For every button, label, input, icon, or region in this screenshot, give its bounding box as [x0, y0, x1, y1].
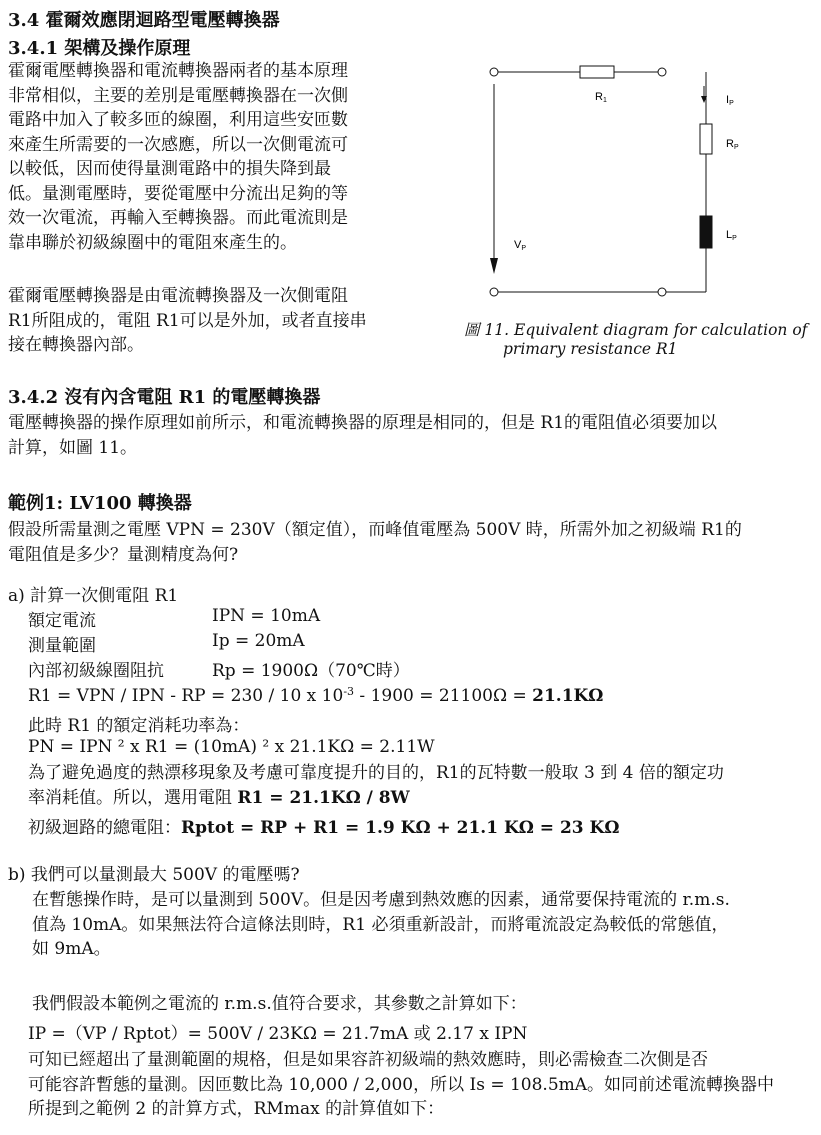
text-line: [28, 786, 724, 811]
figure-caption-line2: primary resistance R1: [503, 340, 678, 358]
text-line: 在暫態操作時，是可以量測到 500V。但是因考慮到熱效應的因素，通常要保持電流的 r.m.s.: [32, 890, 730, 910]
terminal: [658, 288, 666, 296]
paragraph-wattage: [28, 761, 724, 810]
equation-r1: [28, 686, 603, 706]
paragraph-conclusion: [28, 1048, 774, 1122]
label-vp: VP: [514, 239, 527, 252]
text-line: 來產生所需要的一次感應，所以一次側電流可: [8, 134, 348, 155]
paragraph-transient: [32, 888, 730, 962]
text-line: 霍爾電壓轉換器是由電流轉換器及一次側電阻: [8, 286, 348, 306]
assumption-text: 我們假設本範例之電流的 r.m.s.值符合要求，其參數之計算如下：: [32, 994, 527, 1014]
equation-ip: IP =（VP / Rptot）= 500V / 23KΩ = 21.7mA 或 2.17 x IPN: [28, 1024, 528, 1044]
text-line: 以較低，因而使得量測電路中的損失降到最: [8, 159, 331, 179]
paragraph-operation: [8, 411, 717, 460]
total-equation: Rptot = RP + R1 = 1.9 KΩ + 21.1 KΩ = 23 KΩ: [181, 818, 620, 838]
text-line: 效一次電流，再輸入至轉換器。而此電流則是: [8, 208, 348, 228]
text-line: 可能容許暫態的量測。因匝數比為 10,000 / 2,000，所以 Is = 108.5mA。如同前述電流轉換器中: [28, 1074, 775, 1095]
text-line: 非常相似，主要的差別是電壓轉換器在一次側: [8, 85, 348, 106]
row-label: 額定電流: [28, 611, 96, 631]
example-title: 範例1: LV100 轉換器: [8, 493, 192, 514]
subsection-title-3-4-2: 3.4.2 沒有內含電阻 R1 的電壓轉換器: [8, 387, 321, 408]
row-value: IPN = 10mA: [212, 606, 321, 626]
paragraph-composition: [8, 284, 367, 358]
eq-exponent: -3: [343, 685, 355, 698]
section-title: 3.4 霍爾效應閉迴路型電壓轉換器: [8, 10, 280, 31]
example-question: [8, 518, 742, 567]
text-line: 值為 10mA。如果無法符合這條法則時，R1 必須重新設計，而將電流設定為較低的常態值，: [32, 914, 729, 935]
eq-part: - 1900 = 21100Ω =: [354, 686, 533, 706]
terminal: [658, 68, 666, 76]
row-value: Rp = 1900Ω（70℃時）: [212, 661, 410, 681]
paragraph-principle: [8, 59, 348, 255]
terminal: [490, 68, 498, 76]
equivalent-circuit-diagram: [470, 52, 770, 314]
row-label: 測量範圍: [28, 636, 96, 656]
resistor-r1: [580, 66, 614, 78]
row-value: Ip = 20mA: [212, 631, 305, 651]
figure-caption-line1: 圖 11. Equivalent diagram for calculation of: [464, 321, 808, 339]
row-label: 內部初級線圈阻抗: [28, 661, 164, 681]
text-line: 可知已經超出了量測範圍的規格，但是如果容許初級端的熱效應時，則必需檢查二次側是否: [28, 1050, 708, 1070]
text-line: 電路中加入了較多匝的線圈，利用這些安匝數: [8, 110, 348, 130]
resistor-rp: [700, 124, 712, 154]
chosen-resistor: R1 = 21.1KΩ / 8W: [237, 787, 410, 808]
text-line: 低。量測電壓時，要從電壓中分流出足夠的等: [8, 183, 348, 204]
voltage-arrow-head: [490, 258, 498, 274]
text-line: 假設所需量測之電壓 VPN = 230V（額定值），而峰值電壓為 500V 時，所需外加之初級端 R1的: [8, 520, 742, 540]
text-line: 計算，如圖 11。: [8, 437, 138, 458]
inductor-lp: [700, 216, 712, 248]
eq-result: 21.1KΩ: [532, 686, 604, 706]
text-line: 電壓轉換器的操作原理如前所示，和電流轉換器的原理是相同的，但是 R1的電阻值必須要加以: [8, 413, 718, 433]
text-line: 電阻值是多少？量測精度為何?: [8, 544, 239, 565]
text-part: 率消耗值。所以，選用電阻: [28, 787, 238, 808]
text-line: 接在轉換器內部。: [8, 335, 144, 355]
part-b-title: b) 我們可以量測最大 500V 的電壓嗎?: [8, 865, 300, 885]
label-ip: IP: [726, 94, 734, 107]
equation-power: PN = IPN ² x R1 = (10mA) ² x 21.1KΩ = 2.11W: [28, 737, 435, 757]
text-line: 所提到之範例 2 的計算方式，RMmax 的計算值如下：: [28, 1099, 445, 1119]
subsection-title-3-4-1: 3.4.1 架構及操作原理: [8, 38, 191, 59]
total-label: 初級迴路的總電阻：: [28, 818, 181, 838]
text-line: 靠串聯於初級線圈中的電阻來產生的。: [8, 232, 297, 253]
total-resistance: [28, 813, 619, 838]
label-r1: R1: [595, 91, 607, 104]
text-line: R1所阻成的，電阻 R1可以是外加，或者直接串: [8, 310, 367, 331]
part-a-title: a) 計算一次側電阻 R1: [8, 586, 179, 606]
text-line: 為了避免過度的熱漂移現象及考慮可靠度提升的目的，R1的瓦特數一般取 3 到 4 倍的額定功: [28, 763, 724, 783]
label-rp: RP: [726, 138, 739, 151]
text-line: 霍爾電壓轉換器和電流轉換器兩者的基本原理: [8, 61, 348, 81]
power-label: 此時 R1 的額定消耗功率為：: [28, 716, 250, 736]
label-lp: LP: [726, 229, 737, 242]
terminal: [490, 288, 498, 296]
text-line: 如 9mA。: [32, 939, 111, 959]
eq-part: R1 = VPN / IPN - RP = 230 / 10 x 10: [28, 686, 344, 706]
